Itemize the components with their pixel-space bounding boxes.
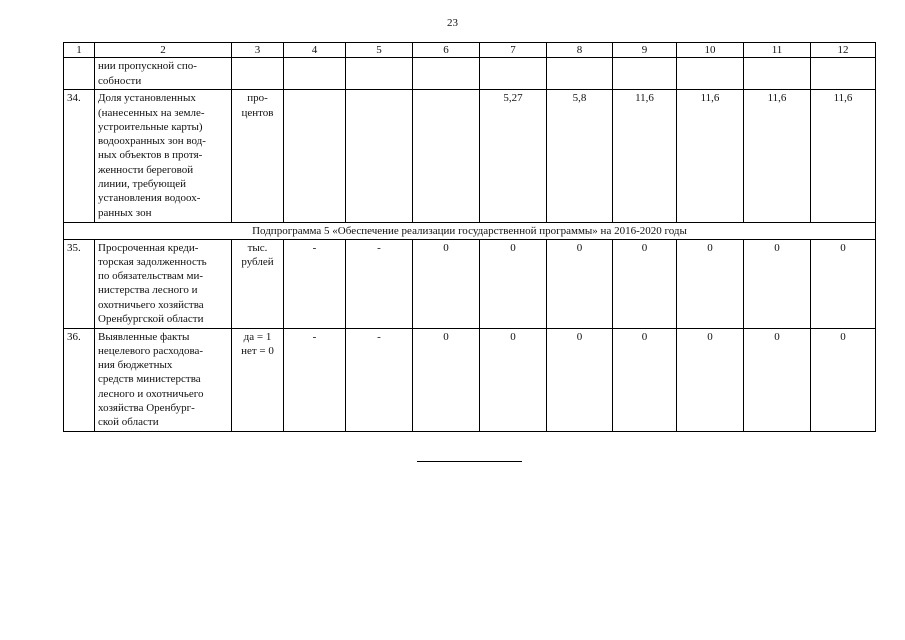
subprogram-title: Подпрограмма 5 «Обеспечение реализации государственной программы» на 2016-2020 годы bbox=[64, 223, 876, 239]
row-number-cell bbox=[64, 58, 95, 90]
column-header: 6 bbox=[413, 43, 480, 58]
column-header: 8 bbox=[547, 43, 613, 58]
value-cell: 5,8 bbox=[547, 90, 613, 223]
table-header-row bbox=[64, 43, 876, 58]
table-row-35 bbox=[64, 239, 876, 328]
value-cell: 0 bbox=[547, 239, 613, 328]
table-row-34 bbox=[64, 90, 876, 223]
value-cell: 11,6 bbox=[744, 90, 811, 223]
value-cell: 11,6 bbox=[613, 90, 677, 223]
column-header: 11 bbox=[744, 43, 811, 58]
value-cell: 0 bbox=[547, 328, 613, 431]
value-cell: 0 bbox=[811, 328, 876, 431]
value-cell: 0 bbox=[613, 239, 677, 328]
row-number-cell: 34. bbox=[64, 90, 95, 223]
column-header: 10 bbox=[677, 43, 744, 58]
footer-divider bbox=[417, 461, 522, 462]
column-header: 7 bbox=[480, 43, 547, 58]
indicator-name-cell: нии пропускной спо- собности bbox=[95, 58, 232, 90]
row-number-cell: 36. bbox=[64, 328, 95, 431]
value-cell bbox=[413, 90, 480, 223]
value-cell: 0 bbox=[744, 239, 811, 328]
value-cell: 0 bbox=[677, 239, 744, 328]
column-header: 9 bbox=[613, 43, 677, 58]
unit-cell: да = 1 нет = 0 bbox=[232, 328, 284, 431]
indicator-name-cell: Просроченная креди- торская задолженность по обязательствам ми- нистерства лесного и охотничьего хозяйства Оренбургской области bbox=[95, 239, 232, 328]
value-cell: 11,6 bbox=[677, 90, 744, 223]
column-header: 3 bbox=[232, 43, 284, 58]
column-header: 5 bbox=[346, 43, 413, 58]
column-header: 1 bbox=[64, 43, 95, 58]
value-cell: 0 bbox=[480, 239, 547, 328]
value-cell: 0 bbox=[413, 328, 480, 431]
value-cell: 5,27 bbox=[480, 90, 547, 223]
indicators-table bbox=[63, 42, 876, 432]
value-cell: - bbox=[284, 239, 346, 328]
value-cell: 0 bbox=[744, 328, 811, 431]
unit-cell: тыс. рублей bbox=[232, 239, 284, 328]
value-cell bbox=[284, 90, 346, 223]
unit-cell: про- центов bbox=[232, 90, 284, 223]
value-cell: 0 bbox=[413, 239, 480, 328]
value-cell: - bbox=[346, 328, 413, 431]
table-row-continuation bbox=[64, 58, 876, 90]
value-cell: 0 bbox=[480, 328, 547, 431]
value-cell bbox=[346, 90, 413, 223]
value-cell: 11,6 bbox=[811, 90, 876, 223]
value-cell: - bbox=[284, 328, 346, 431]
table-row-36 bbox=[64, 328, 876, 431]
page-number: 23 bbox=[447, 17, 458, 29]
value-cell: 0 bbox=[613, 328, 677, 431]
row-number-cell: 35. bbox=[64, 239, 95, 328]
column-header: 12 bbox=[811, 43, 876, 58]
column-header: 4 bbox=[284, 43, 346, 58]
indicator-name-cell: Выявленные факты нецелевого расходова- ния бюджетных средств министерства лесного и охотничьего хозяйства Оренбург- ской области bbox=[95, 328, 232, 431]
indicator-name-cell: Доля установленных (нанесенных на земле- устроительные карты) водоохранных зон вод- ных объектов в протя- женности береговой линии, требующей установления водоох- ранных зон bbox=[95, 90, 232, 223]
value-cell: 0 bbox=[811, 239, 876, 328]
value-cell: 0 bbox=[677, 328, 744, 431]
subprogram-row bbox=[64, 223, 876, 239]
column-header: 2 bbox=[95, 43, 232, 58]
value-cell: - bbox=[346, 239, 413, 328]
